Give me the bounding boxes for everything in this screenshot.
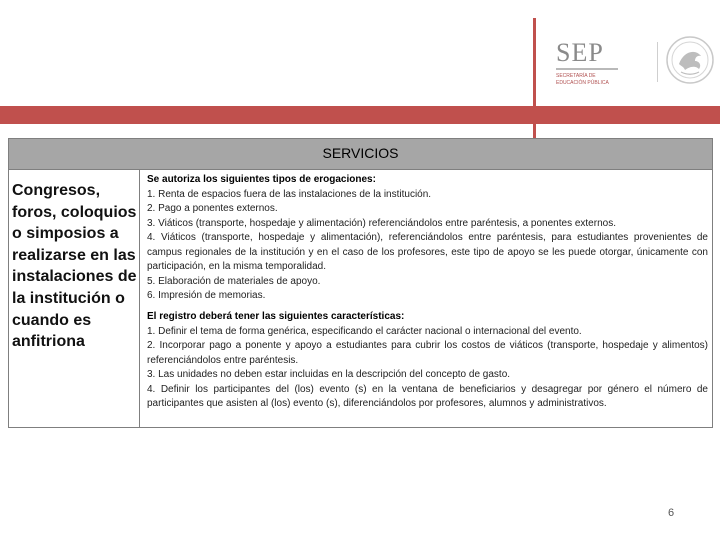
list-item: 3. Las unidades no deben estar incluidas en la descripción del concepto de gasto. [147,369,511,380]
authorized-expenses-title: Se autoriza los siguientes tipos de erogaciones: [147,174,376,185]
logo-divider [657,42,658,82]
sep-logo-bar [556,68,618,70]
details-cell [140,170,712,427]
list-item: 4. Viáticos (transporte, hospedaje y alimentación), referenciándolos entre paréntesis, para estudiantes provenientes de campus regionales de la institución y en el caso de los profesores, este tipo de apoyo se les puede otorgar, únicamente con participación, en la misma temporalidad. [147,232,708,272]
concept-cell [9,170,139,427]
authorized-expenses-block [147,173,708,304]
list-item: 1. Definir el tema de forma genérica, especificando el carácter nacional o internacional del evento. [147,325,582,337]
list-item: 3. Viáticos (transporte, hospedaje y alimentación) referenciándolos entre paréntesis, a ponentes externos. [147,217,616,229]
table-header-title: SERVICIOS [322,145,399,161]
sep-logo [556,40,646,90]
concept-text: Congresos, foros, coloquios o simposios a realizarse en las instalaciones de la institución o cuando es anfitriona [12,182,137,351]
sep-logo-subtitle [556,73,609,87]
list-item: 2. Pago a ponentes externos. [147,203,278,214]
list-item: 5. Elaboración de materiales de apoyo. [147,275,321,287]
sep-logo-text: SEP [556,38,604,67]
mexican-seal-icon [665,34,715,86]
sep-logo-subtitle-line1: SECRETARÍA DE [556,73,596,79]
list-item: 1. Renta de espacios fuera de las instalaciones de la institución. [147,188,432,200]
registration-requirements-block [147,310,708,412]
page-number: 6 [668,507,675,519]
list-item: 2. Incorporar pago a ponente y apoyo a estudiantes para cubrir los costos de viáticos (transporte, hospedaje y alimentos) referenciándolos entre paréntesis. [147,340,708,366]
list-item: 4. Definir los participantes del (los) evento (s) en la ventana de beneficiarios y desagregar por género el número de participantes que asisten al (los) evento (s), diferenciándolos por profesores, alumnos y administrativos. [147,383,708,409]
registration-requirements-title: El registro deberá tener las siguientes características: [147,311,405,322]
services-table [8,138,713,428]
sep-logo-subtitle-line2: EDUCACIÓN PÚBLICA [556,80,609,86]
red-header-band [0,106,720,124]
table-header [9,139,712,170]
list-item: 6. Impresión de memorias. [147,290,266,301]
